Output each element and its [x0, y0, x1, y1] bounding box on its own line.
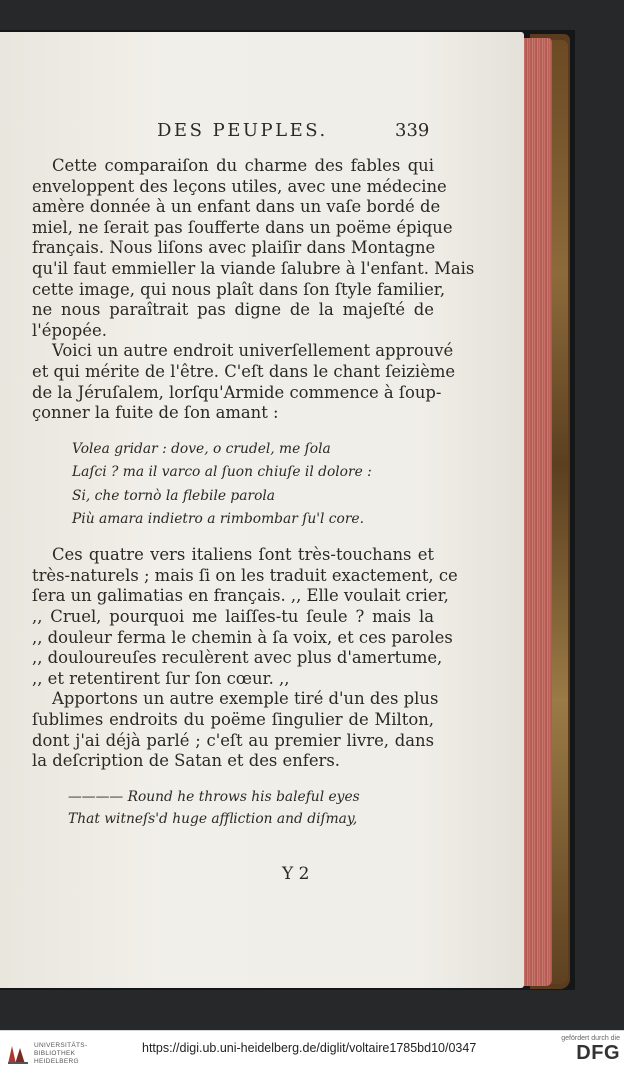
text-line: ,, Cruel, pourquoi me laiſſes-tu ſeule ? mais la: [32, 607, 434, 627]
text-line: français. Nous liſons avec plaiſir dans Montagne: [32, 238, 436, 258]
body-text: [32, 156, 475, 830]
text-line: Apportons un autre exemple tiré d'un des plus: [52, 689, 439, 709]
verse-line: Laſci ? ma il varco al ſuon chiuſe il dolore :: [72, 464, 372, 481]
text-line: Cette comparaiſon du charme des fables qui: [52, 156, 434, 175]
text-line: ſera un galimatias en français. ,, Elle voulait crier,: [32, 586, 449, 606]
text-line: ,, douloureuſes reculèrent avec plus d'amertume,: [32, 648, 443, 668]
text-line: miel, ne ſerait pas ſoufferte dans un poëme épique: [32, 217, 453, 237]
funder-badge[interactable]: [556, 1035, 620, 1064]
text-line: ne nous paraîtrait pas digne de la majeſté de: [32, 300, 434, 320]
spacer: [32, 424, 434, 438]
footer-bar: [0, 1030, 624, 1075]
text-line: qu'il faut emmieller la viande ſalubre à l'enfant. Mais: [32, 258, 475, 278]
verse-line: Volea gridar : dove, o crudel, me ſola: [72, 440, 331, 457]
running-header: [0, 120, 524, 148]
permalink-url[interactable]: https://digi.ub.uni-heidelberg.de/diglit/voltaire1785bd10/0347: [142, 1041, 477, 1055]
book-spine-edge: [552, 40, 568, 984]
text-line: ,, douleur ferma le chemin à ſa voix, et ces paroles: [32, 627, 453, 647]
text-line: la deſcription de Satan et des enfers.: [32, 751, 341, 771]
text-line: ſublimes endroits du poëme ſingulier de Milton,: [32, 710, 434, 730]
book-page: [0, 32, 524, 988]
verse-line: Più amara indietro a rimbombar ſu'l core.: [72, 510, 364, 527]
spacer: [32, 531, 434, 545]
text-line: çonner la fuite de ſon amant :: [32, 403, 279, 423]
verse-line: Si, che tornò la flebile parola: [72, 487, 276, 504]
text-line: de la Jéruſalem, lorſqu'Armide commence à ſoup-: [32, 382, 442, 402]
funder-caption: gefördert durch die: [561, 1035, 620, 1042]
text-line: dont j'ai déjà parlé ; c'eſt au premier livre, dans: [32, 730, 434, 750]
running-title: DES PEUPLES.: [157, 120, 328, 141]
text-line: l'épopée.: [32, 320, 107, 340]
text-line: Voici un autre endroit univerſellement approuvé: [52, 341, 454, 361]
spacer: [32, 772, 434, 786]
library-name: UNIVERSITÄTS- BIBLIOTHEK HEIDELBERG: [34, 1042, 88, 1065]
text-line: et qui mérite de l'être. C'eſt dans le chant ſeizième: [32, 361, 456, 381]
quote-line: That witneſs'd huge affliction and diſmay,: [68, 810, 358, 827]
library-logo[interactable]: [6, 1039, 86, 1069]
text-line: amère donnée à un enfant dans un vaſe bordé de: [32, 197, 441, 217]
signature-mark: Y 2: [282, 864, 310, 884]
text-line: cette image, qui nous plaît dans ſon ſtyle familier,: [32, 279, 446, 299]
library-emblem-icon: [6, 1042, 30, 1066]
text-line: Ces quatre vers italiens ſont très-touchans et: [52, 545, 434, 565]
text-line: très-naturels ; mais ſi on les traduit exactement, ce: [32, 565, 458, 585]
text-line: enveloppent des leçons utiles, avec une médecine: [32, 176, 447, 196]
text-line: ,, et retentirent ſur ſon cœur. ,,: [32, 668, 290, 688]
dfg-logo: DFG: [576, 1042, 620, 1064]
page-number: 339: [395, 120, 430, 141]
quote-line: ———— Round he throws his baleful eyes: [68, 788, 360, 805]
